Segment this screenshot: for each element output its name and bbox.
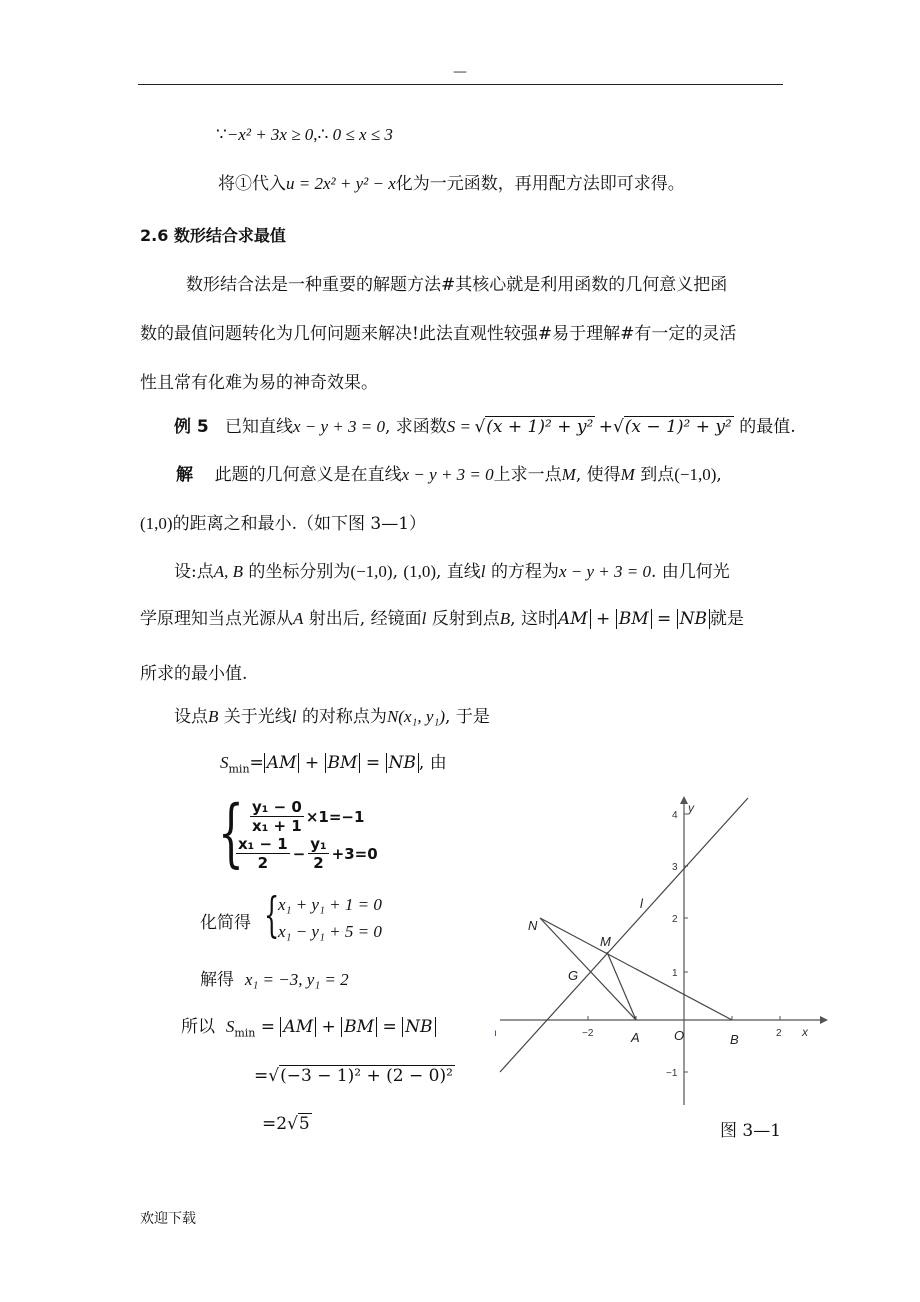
example-suffix: 的最值. xyxy=(739,417,796,437)
f2-numerator-1: x₁ − 1 xyxy=(238,835,288,853)
setup-sep: , xyxy=(392,562,398,582)
solution-label: 解 xyxy=(176,465,193,485)
line-l xyxy=(500,798,748,1072)
sym-line-l: l xyxy=(291,707,297,726)
setup-point-1: (−1,0) xyxy=(350,562,393,581)
label-n: N xyxy=(528,918,538,933)
solution-comma: , xyxy=(716,465,722,485)
figure-caption: 图 3—1 xyxy=(720,1121,782,1141)
conclusion-s: S xyxy=(225,1017,235,1036)
f2-minus: − xyxy=(292,844,306,863)
because-symbol: ∵ xyxy=(216,125,227,145)
solution-text-1: 此题的几何意义是在直线 xyxy=(214,465,402,485)
segment-na xyxy=(540,918,636,1020)
setup-point-2: (1,0) xyxy=(403,562,436,581)
conclusion-radicand: (−3 − 1)² + (2 − 0)² xyxy=(280,1066,453,1086)
smin-bm: BM xyxy=(325,753,361,773)
solve-result: x₁ = −3, y₁ = 2 xyxy=(244,970,349,989)
tick-label-y3: 3 xyxy=(672,862,678,873)
x-axis-label: x xyxy=(802,1025,808,1039)
point-m-1: M xyxy=(561,465,576,484)
section-title: 数形结合求最值 xyxy=(173,226,286,245)
sqrt-1: √(x + 1)² + y² xyxy=(474,417,594,437)
solution-line-1 xyxy=(176,466,722,484)
solution-text-4: 到点 xyxy=(640,465,675,485)
smin-sub: min xyxy=(228,762,250,776)
setup-text-9: , 这时 xyxy=(510,609,555,629)
section-heading xyxy=(140,223,286,246)
range-expr: 0 ≤ x ≤ 3 xyxy=(332,125,393,144)
header-mark: — xyxy=(453,64,467,80)
symmetric-line xyxy=(174,708,490,726)
conclusion-bm: BM xyxy=(341,1017,377,1037)
tick-label-ym1: −1 xyxy=(666,1068,678,1079)
conclusion-line-3 xyxy=(262,1116,312,1133)
solution-text-3: , 使得 xyxy=(575,465,621,485)
f1-rest: ×1=−1 xyxy=(305,807,365,826)
points-ab: A, B xyxy=(213,562,244,581)
point-minus-one: (−1,0) xyxy=(674,465,717,484)
example-5 xyxy=(174,418,796,436)
solution-text-2: 上求一点 xyxy=(493,465,562,485)
tick-label-xm2: −2 xyxy=(582,1028,594,1039)
setup-eq: x − y + 3 = 0 xyxy=(558,562,651,581)
example-func-lhs: S = xyxy=(446,417,472,436)
f1-denominator: x₁ + 1 xyxy=(252,817,302,835)
setup-text-8: 反射到点 xyxy=(431,609,500,629)
f2-rest: +3=0 xyxy=(331,844,378,863)
smin-nb: NB xyxy=(386,753,419,773)
abs-am: AM xyxy=(555,609,591,629)
setup-text-6: 学原理知当点光源从 xyxy=(140,609,293,629)
substitute-line xyxy=(218,175,685,193)
setup-text-5: . 由几何光 xyxy=(650,562,730,582)
sym-text-3: 的对称点为 xyxy=(301,707,387,727)
tick-label-y2: 2 xyxy=(672,914,678,925)
sym-point-n: N(x₁, y₁) xyxy=(386,707,446,726)
equation-system xyxy=(218,790,418,876)
plus-sign: + xyxy=(598,417,613,437)
setup-text-4: 的方程为 xyxy=(490,562,559,582)
setup-text-10: 就是 xyxy=(710,609,745,629)
example-label: 例 5 xyxy=(174,417,209,437)
radicand-1: (x + 1)² + y² xyxy=(486,417,594,437)
section-number: 2.6 xyxy=(140,226,169,245)
therefore-symbol: ,∴ xyxy=(313,125,333,144)
u-expression: u = 2x² + y² − x xyxy=(286,174,396,193)
f2-denominator-2: 2 xyxy=(313,854,324,872)
conclusion-result: =2 xyxy=(262,1114,288,1134)
condition-expr: −x² + 3x ≥ 0 xyxy=(226,125,314,144)
example-line-eq: x − y + 3 = 0 xyxy=(292,417,385,436)
substitute-suffix: 化为一元函数，再用配方法即可求得。 xyxy=(395,174,685,194)
tick-label-xleft: ı xyxy=(494,1028,497,1039)
label-a: A xyxy=(631,1030,640,1045)
radicand-2: (x − 1)² + y² xyxy=(624,417,732,437)
solution-text-5: 的距离之和最小.（如下图 3—1） xyxy=(172,514,427,534)
smin-line: $S_{min}=$ AM + BM = NB , 由 xyxy=(220,753,447,776)
setup-text-7: 射出后, 经镜面 xyxy=(308,609,422,629)
solve-line xyxy=(200,971,349,989)
sym-text-4: , 于是 xyxy=(445,707,490,727)
conclusion-nb: NB xyxy=(402,1017,435,1037)
simplify-eq-2: x₁ − y₁ + 5 = 0 xyxy=(278,922,382,941)
header-rule xyxy=(138,84,783,85)
point-m-2: M xyxy=(620,465,635,484)
conclusion-sqrt: √(−3 − 1)² + (2 − 0)² xyxy=(268,1066,453,1086)
y-axis-arrow xyxy=(680,796,688,804)
conclusion-am: AM xyxy=(280,1017,316,1037)
substitute-prefix: 将①代入 xyxy=(218,174,286,194)
result-sqrt: √5 xyxy=(287,1114,310,1134)
label-l: l xyxy=(640,896,643,911)
example-prefix: 已知直线 xyxy=(224,417,293,437)
setup-line-2: 学原理知当点光源从A 射出后, 经镜面l 反射到点B, 这时 AM + BM = NB 就是 xyxy=(140,609,745,629)
x-axis-arrow xyxy=(820,1016,828,1024)
setup-line-3: 所求的最小值. xyxy=(140,664,248,684)
line-l-1: l xyxy=(480,562,486,581)
f2-denominator-1: 2 xyxy=(257,854,269,872)
f1-numerator: y₁ − 0 xyxy=(252,798,302,816)
point-one: (1,0) xyxy=(140,514,173,533)
solution-line-2 xyxy=(140,515,426,533)
label-g: G xyxy=(568,968,579,983)
abs-bm: BM xyxy=(616,609,652,629)
setup-line-1 xyxy=(174,563,730,581)
conclusion-eq-2: = xyxy=(254,1066,269,1086)
line-l-2: l xyxy=(421,609,427,628)
simplify-block xyxy=(200,887,400,943)
example-mid: , 求函数 xyxy=(384,417,447,437)
smin-am: AM xyxy=(264,753,300,773)
footer-text: 欢迎下载 xyxy=(140,1211,196,1227)
simplify-brace: { xyxy=(264,887,280,943)
system-eq-2 xyxy=(236,835,378,872)
smin-s: S xyxy=(220,753,229,772)
sym-text-1: 设点 xyxy=(174,707,208,727)
sym-point-b: B xyxy=(208,707,219,726)
conclusion-sub: min xyxy=(234,1026,256,1040)
paragraph-line-3: 性且常有化难为易的神奇效果。 xyxy=(140,373,378,393)
tick-label-x2: 2 xyxy=(776,1028,782,1039)
tick-label-y4: 4 xyxy=(672,810,678,821)
conclusion-line-2 xyxy=(254,1068,455,1085)
solve-label: 解得 xyxy=(200,970,234,990)
system-eq-1 xyxy=(250,798,364,835)
sqrt-2: √(x − 1)² + y² xyxy=(612,417,732,437)
smin-eq: = xyxy=(249,753,264,773)
smin-tail: , 由 xyxy=(418,753,447,773)
y-axis-label: y xyxy=(688,801,694,815)
figure-3-1 xyxy=(490,790,835,1110)
f2-numerator-2: y₁ xyxy=(310,835,327,853)
solution-line-eq: x − y + 3 = 0 xyxy=(401,465,494,484)
segment-ma xyxy=(607,952,636,1020)
system-brace: { xyxy=(218,790,244,876)
sym-text-2: 关于光线 xyxy=(223,707,292,727)
simplify-label: 化简得 xyxy=(200,913,251,933)
simplify-eq-1: x₁ + y₁ + 1 = 0 xyxy=(278,895,382,914)
point-b-text: B xyxy=(499,609,511,628)
conclusion-label: 所以 xyxy=(181,1017,215,1037)
setup-text-2: 的坐标分别为 xyxy=(248,562,351,582)
setup-text-3: , 直线 xyxy=(435,562,481,582)
result-radicand: 5 xyxy=(298,1114,310,1134)
abs-nb: NB xyxy=(677,609,710,629)
condition-line xyxy=(216,126,393,144)
paragraph-line-1: 数形结合法是一种重要的解题方法#其核心就是利用函数的几何意义把函 xyxy=(186,275,728,295)
conclusion-eq: = xyxy=(260,1017,276,1037)
conclusion-line-1: 所以 $S_{min}$ = AM + BM = NB xyxy=(181,1018,436,1038)
paragraph-line-2: 数的最值问题转化为几何问题来解决!此法直观性较强#易于理解#有一定的灵活 xyxy=(140,324,737,344)
tick-label-y1: 1 xyxy=(672,968,678,979)
point-a-text: A xyxy=(293,609,304,628)
label-o: O xyxy=(674,1028,685,1043)
label-b: B xyxy=(730,1032,739,1047)
setup-text-1: 设:点 xyxy=(174,562,214,582)
label-m: M xyxy=(600,934,611,949)
